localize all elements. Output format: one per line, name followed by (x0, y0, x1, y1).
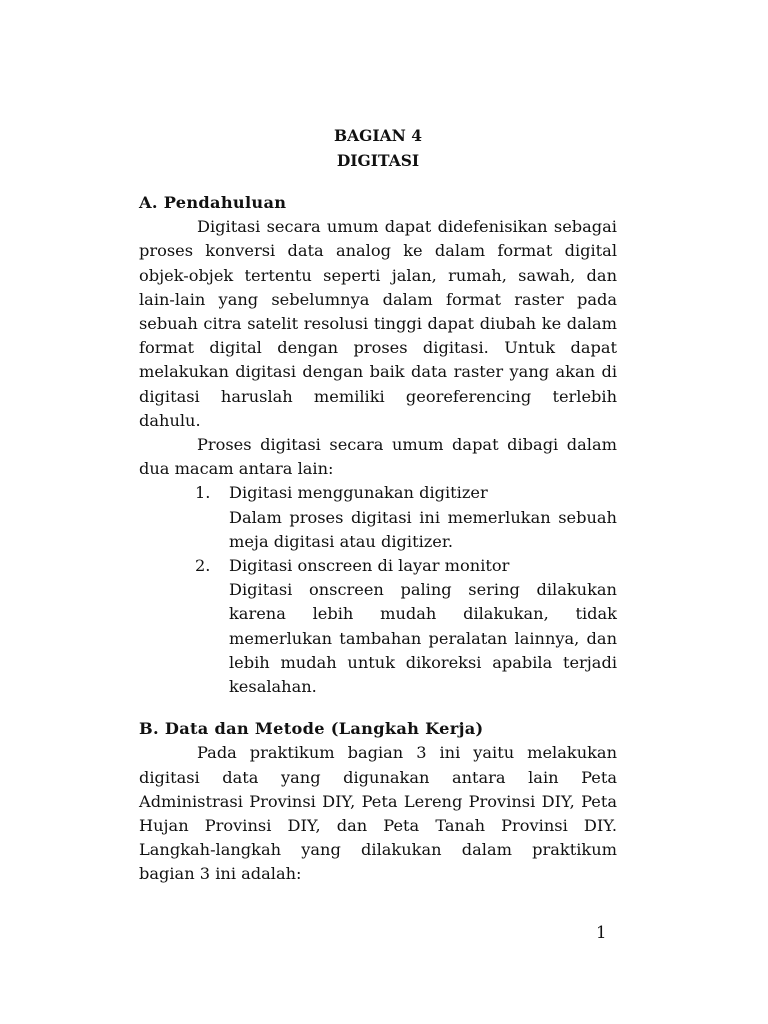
section-a-paragraph-2: Proses digitasi secara umum dapat dibagi dalam dua macam antara lain: (139, 435, 617, 479)
list-item-number: 2. (195, 556, 211, 576)
document-page (139, 123, 617, 887)
list-item-description: Digitasi onscreen paling sering dilakukan karena lebih mudah dilakukan, tidak memerlukan tambahan peralatan lainnya, dan lebih mudah untuk dikoreksi apabila terjadi kesalahan. (229, 580, 617, 697)
list-item-body (229, 554, 617, 699)
page-number: 1 (596, 923, 607, 942)
section-a-heading: A. Pendahuluan (139, 193, 287, 212)
section-a-paragraph-1: Digitasi secara umum dapat didefenisikan sebagai proses konversi data analog ke dalam format digital objek-objek tertentu seperti jalan, rumah, sawah, dan lain-lain yang sebelumnya dalam format raster pada sebuah citra satelit resolusi tinggi dapat diubah ke dalam format digital dengan proses digitasi. Untuk dapat melakukan digitasi dengan baik data raster yang akan di digitasi haruslah memiliki georeferencing terlebih dahulu. (139, 217, 617, 430)
section-b-heading: B. Data dan Metode (Langkah Kerja) (139, 719, 484, 739)
list-item (139, 481, 617, 554)
section-b (139, 717, 617, 886)
list-item (139, 554, 617, 699)
section-b-paragraph-1: Pada praktikum bagian 3 ini yaitu melakukan digitasi data yang digunakan antara lain Peta Administrasi Provinsi DIY, Peta Lereng Provinsi DIY, Peta Hujan Provinsi DIY, dan Peta Tanah Provinsi DIY. Langkah-langkah yang dilakukan dalam praktikum bagian 3 ini adalah: (139, 743, 617, 884)
list-item-title: Digitasi menggunakan digitizer (229, 483, 488, 503)
digitizing-methods-list (139, 481, 617, 699)
list-item-number: 1. (195, 483, 211, 503)
list-item-body (229, 481, 617, 554)
section-a (139, 191, 617, 699)
chapter-number: BAGIAN 4 (334, 126, 422, 145)
list-item-title: Digitasi onscreen di layar monitor (229, 556, 510, 576)
chapter-name: DIGITASI (336, 151, 420, 170)
chapter-title (139, 123, 617, 173)
list-item-description: Dalam proses digitasi ini memerlukan sebuah meja digitasi atau digitizer. (229, 507, 617, 551)
